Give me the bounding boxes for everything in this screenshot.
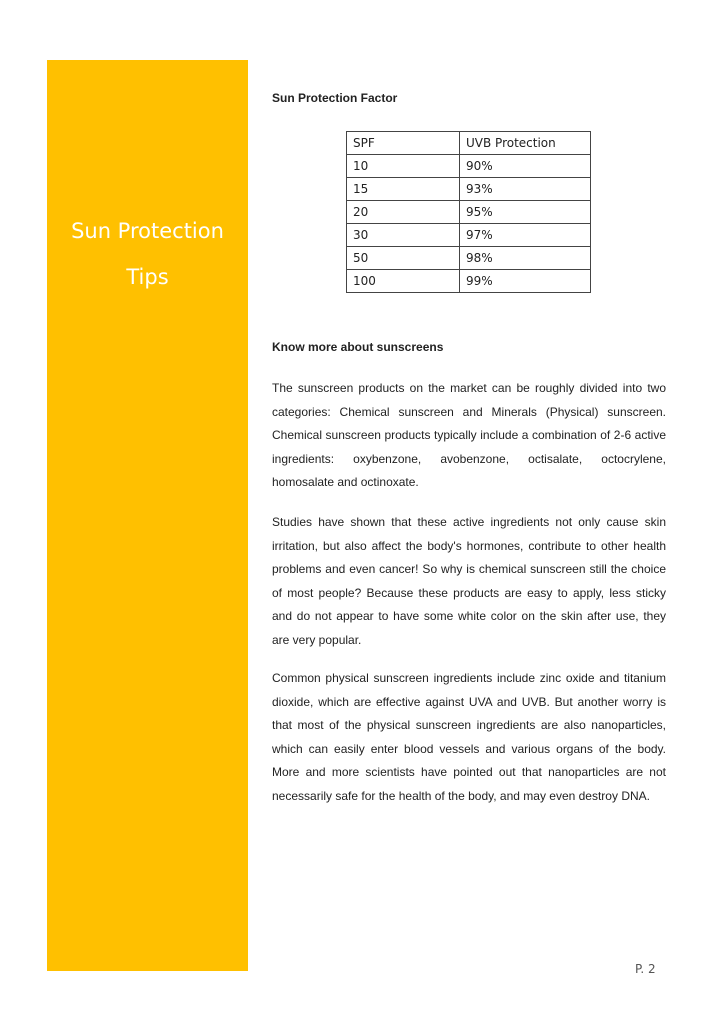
sidebar-title-line-2: Tips xyxy=(126,265,169,289)
table-header-uvb-protection: UVB Protection xyxy=(460,132,591,155)
table-header-row xyxy=(347,132,591,155)
body-paragraph: Studies have shown that these active ingredients not only cause skin irritation, but also affect the body's hormones, contribute to other health problems and even cancer! So why is chemical sunscreen still the choice of most people? Because these products are easy to apply, less sticky and do not appear to have some white color on the skin after use, they are very popular. xyxy=(272,515,666,647)
sidebar-title xyxy=(47,208,248,300)
table-row xyxy=(347,155,591,178)
table-row xyxy=(347,224,591,247)
table-cell-uvb: 93% xyxy=(460,178,591,201)
page-number: P. 2 xyxy=(635,962,656,976)
sunscreen-section-heading: Know more about sunscreens xyxy=(272,340,444,354)
table-cell-spf: 15 xyxy=(347,178,460,201)
table-cell-uvb: 90% xyxy=(460,155,591,178)
table-cell-spf: 100 xyxy=(347,270,460,293)
table-cell-uvb: 95% xyxy=(460,201,591,224)
sidebar-banner xyxy=(47,60,248,971)
table-cell-spf: 20 xyxy=(347,201,460,224)
table-row xyxy=(347,201,591,224)
table-row xyxy=(347,270,591,293)
table-cell-uvb: 97% xyxy=(460,224,591,247)
table-cell-spf: 30 xyxy=(347,224,460,247)
sidebar-title-line-1: Sun Protection xyxy=(71,219,224,243)
spf-table xyxy=(346,131,591,293)
table-header-spf: SPF xyxy=(347,132,460,155)
spf-section-heading: Sun Protection Factor xyxy=(272,91,398,105)
table-row xyxy=(347,178,591,201)
table-cell-spf: 10 xyxy=(347,155,460,178)
body-paragraph: The sunscreen products on the market can be roughly divided into two categories: Chemical sunscreen and Minerals (Physical) sunscreen. Chemical sunscreen products typically include a combination of 2-6 active ingredients: oxybenzone, avobenzone, octisalate, octocrylene, homosalate and octinoxate. xyxy=(272,381,666,490)
table-cell-uvb: 98% xyxy=(460,247,591,270)
table-row xyxy=(347,247,591,270)
table-cell-spf: 50 xyxy=(347,247,460,270)
table-cell-uvb: 99% xyxy=(460,270,591,293)
body-paragraph: Common physical sunscreen ingredients include zinc oxide and titanium dioxide, which are effective against UVA and UVB. But another worry is that most of the physical sunscreen ingredients are also nanoparticles, which can easily enter blood vessels and various organs of the body. More and more scientists have pointed out that nanoparticles are not necessarily safe for the health of the body, and may even destroy DNA. xyxy=(272,671,666,803)
